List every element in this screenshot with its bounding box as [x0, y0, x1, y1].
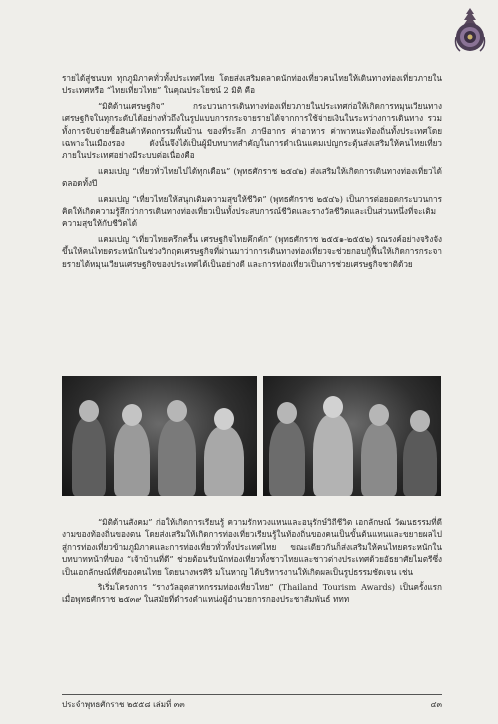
- page-footer: [62, 694, 442, 711]
- paragraph: แคมเปญ “เที่ยวไทยครึกครื้น เศรษฐกิจไทยคึกคัก” (พุทธศักราช ๒๕๕๑-๒๕๕๒) รณรงค์อย่างจริงจังขึ้นให้คนไทยตระหนักในช่วงวิกฤตเศรษฐกิจที่ผ่านมาว่าการเดินทางท่องเที่ยวจะช่วยกอบกู้ฟื้นให้เกิดการกระจายรายได้หมุนเวียนเศรษฐกิจของประเทศได้เป็นอย่างดี และการท่องเที่ยวเป็นการช่วยเศรษฐกิจชาติด้วย: [62, 233, 442, 269]
- paragraph: แคมเปญ “เที่ยวทั่วไทยไปได้ทุกเดือน” (พุทธศักราช ๒๕๔๒) ส่งเสริมให้เกิดการเดินทางท่องเที่ยวได้ตลอดทั้งปี: [62, 165, 442, 189]
- paragraph: รายได้สู่ชนบท ทุกภูมิภาคทั่วทั้งประเทศไทย โดยส่งเสริมตลาดนักท่องเที่ยวคนไทยให้เดินทางท่องเที่ยวภายในประเทศหรือ “ไทยเที่ยวไทย” ในคุณประโยชน์ 2 มิติ คือ: [62, 73, 442, 96]
- paragraph: “มิติด้านเศรษฐกิจ” กระบวนการเดินทางท่องเที่ยวภายในประเทศก่อให้เกิดการหมุนเวียนทางเศรษฐกิจในทุกระดับได้อย่างทั่วถึงในรูปแบบการกระจายรายได้จากการใช้จ่ายเงินในระหว่างการเดินทาง รวมทั้งการจับจ่ายซื้อสินค้าหัตถกรรมพื้นบ้าน ของที่ระลึก ภาษีอากร ค่าอาหาร ค่าพาหนะท้องถิ่นทั้งประเทศโดยเฉพาะในเมืองรอง ดังนั้นจึงได้เป็นผู้มีบทบาทสำคัญในการดำเนินแคมเปญกระตุ้นส่งเสริมให้คนไทยเที่ยวภายในประเทศอย่างมีระบบต่อเนื่องคือ: [62, 100, 442, 161]
- photo-right: [263, 376, 441, 496]
- page-number: ๔๓: [430, 700, 442, 709]
- body-text-bottom: [62, 516, 442, 609]
- paragraph: แคมเปญ “เที่ยวไทยให้สนุกเติมความสุขให้ชีวิต” (พุทธศักราช ๒๕๔๖) เป็นการต่อยอดกระบวนการคิดให้เกิดความรู้สึกว่าการเดินทางท่องเที่ยวเป็นทั้งประสบการณ์ชีวิตและรางวัลชีวิตและเป็นส่วนหนึ่งที่จะเติมความสุขให้กับชีวิตได้: [62, 193, 442, 229]
- institution-seal-icon: [452, 6, 488, 54]
- body-text-top: [62, 72, 442, 273]
- paragraph: “มิติด้านสังคม” ก่อให้เกิดการเรียนรู้ ความรักหวงแหนและอนุรักษ์วิถีชีวิต เอกลักษณ์ วัฒนธรรมที่ดีงามของท้องถิ่นของตน โดยส่งเสริมให้เกิดการท่องเที่ยวเรียนรู้ในท้องถิ่นของคนเป็นขั้นต้นแทนและขยายผลไปสู่การท่องเที่ยวข้ามภูมิภาคและการท่องเที่ยวทั่วทั้งประเทศไทย ขณะเดียวกันก็ส่งเสริมให้คนไทยตระหนักในบทบาทหน้าที่ของ “เจ้าบ้านที่ดี” ช่วยต้อนรับนักท่องเที่ยวทั้งชาวไทยและชาวต่างประเทศด้วยอัธยาศัยไมตรีซึ่งเป็นเอกลักษณ์ที่ดีของคนไทย โดยนางพรศิริ มโนหาญ ได้บริหารงานให้เกิดผลเป็นรูปธรรมชัดเจน เช่น: [62, 517, 442, 577]
- photo-left: [62, 376, 257, 496]
- paragraph: ริเริ่มโครงการ “รางวัลอุตสาหกรรมท่องเที่ยวไทย” (Thailand Tourism Awards) เป็นครั้งแรก เมื่อพุทธศักราช ๒๕๓๙ ในสมัยที่ดำรงตำแหน่งผู้อำนวยการกองประชาสัมพันธ์ ททท: [62, 582, 442, 605]
- footer-publication: ประจำพุทธศักราช ๒๕๕๘ เล่มที่ ๓๓: [62, 700, 185, 709]
